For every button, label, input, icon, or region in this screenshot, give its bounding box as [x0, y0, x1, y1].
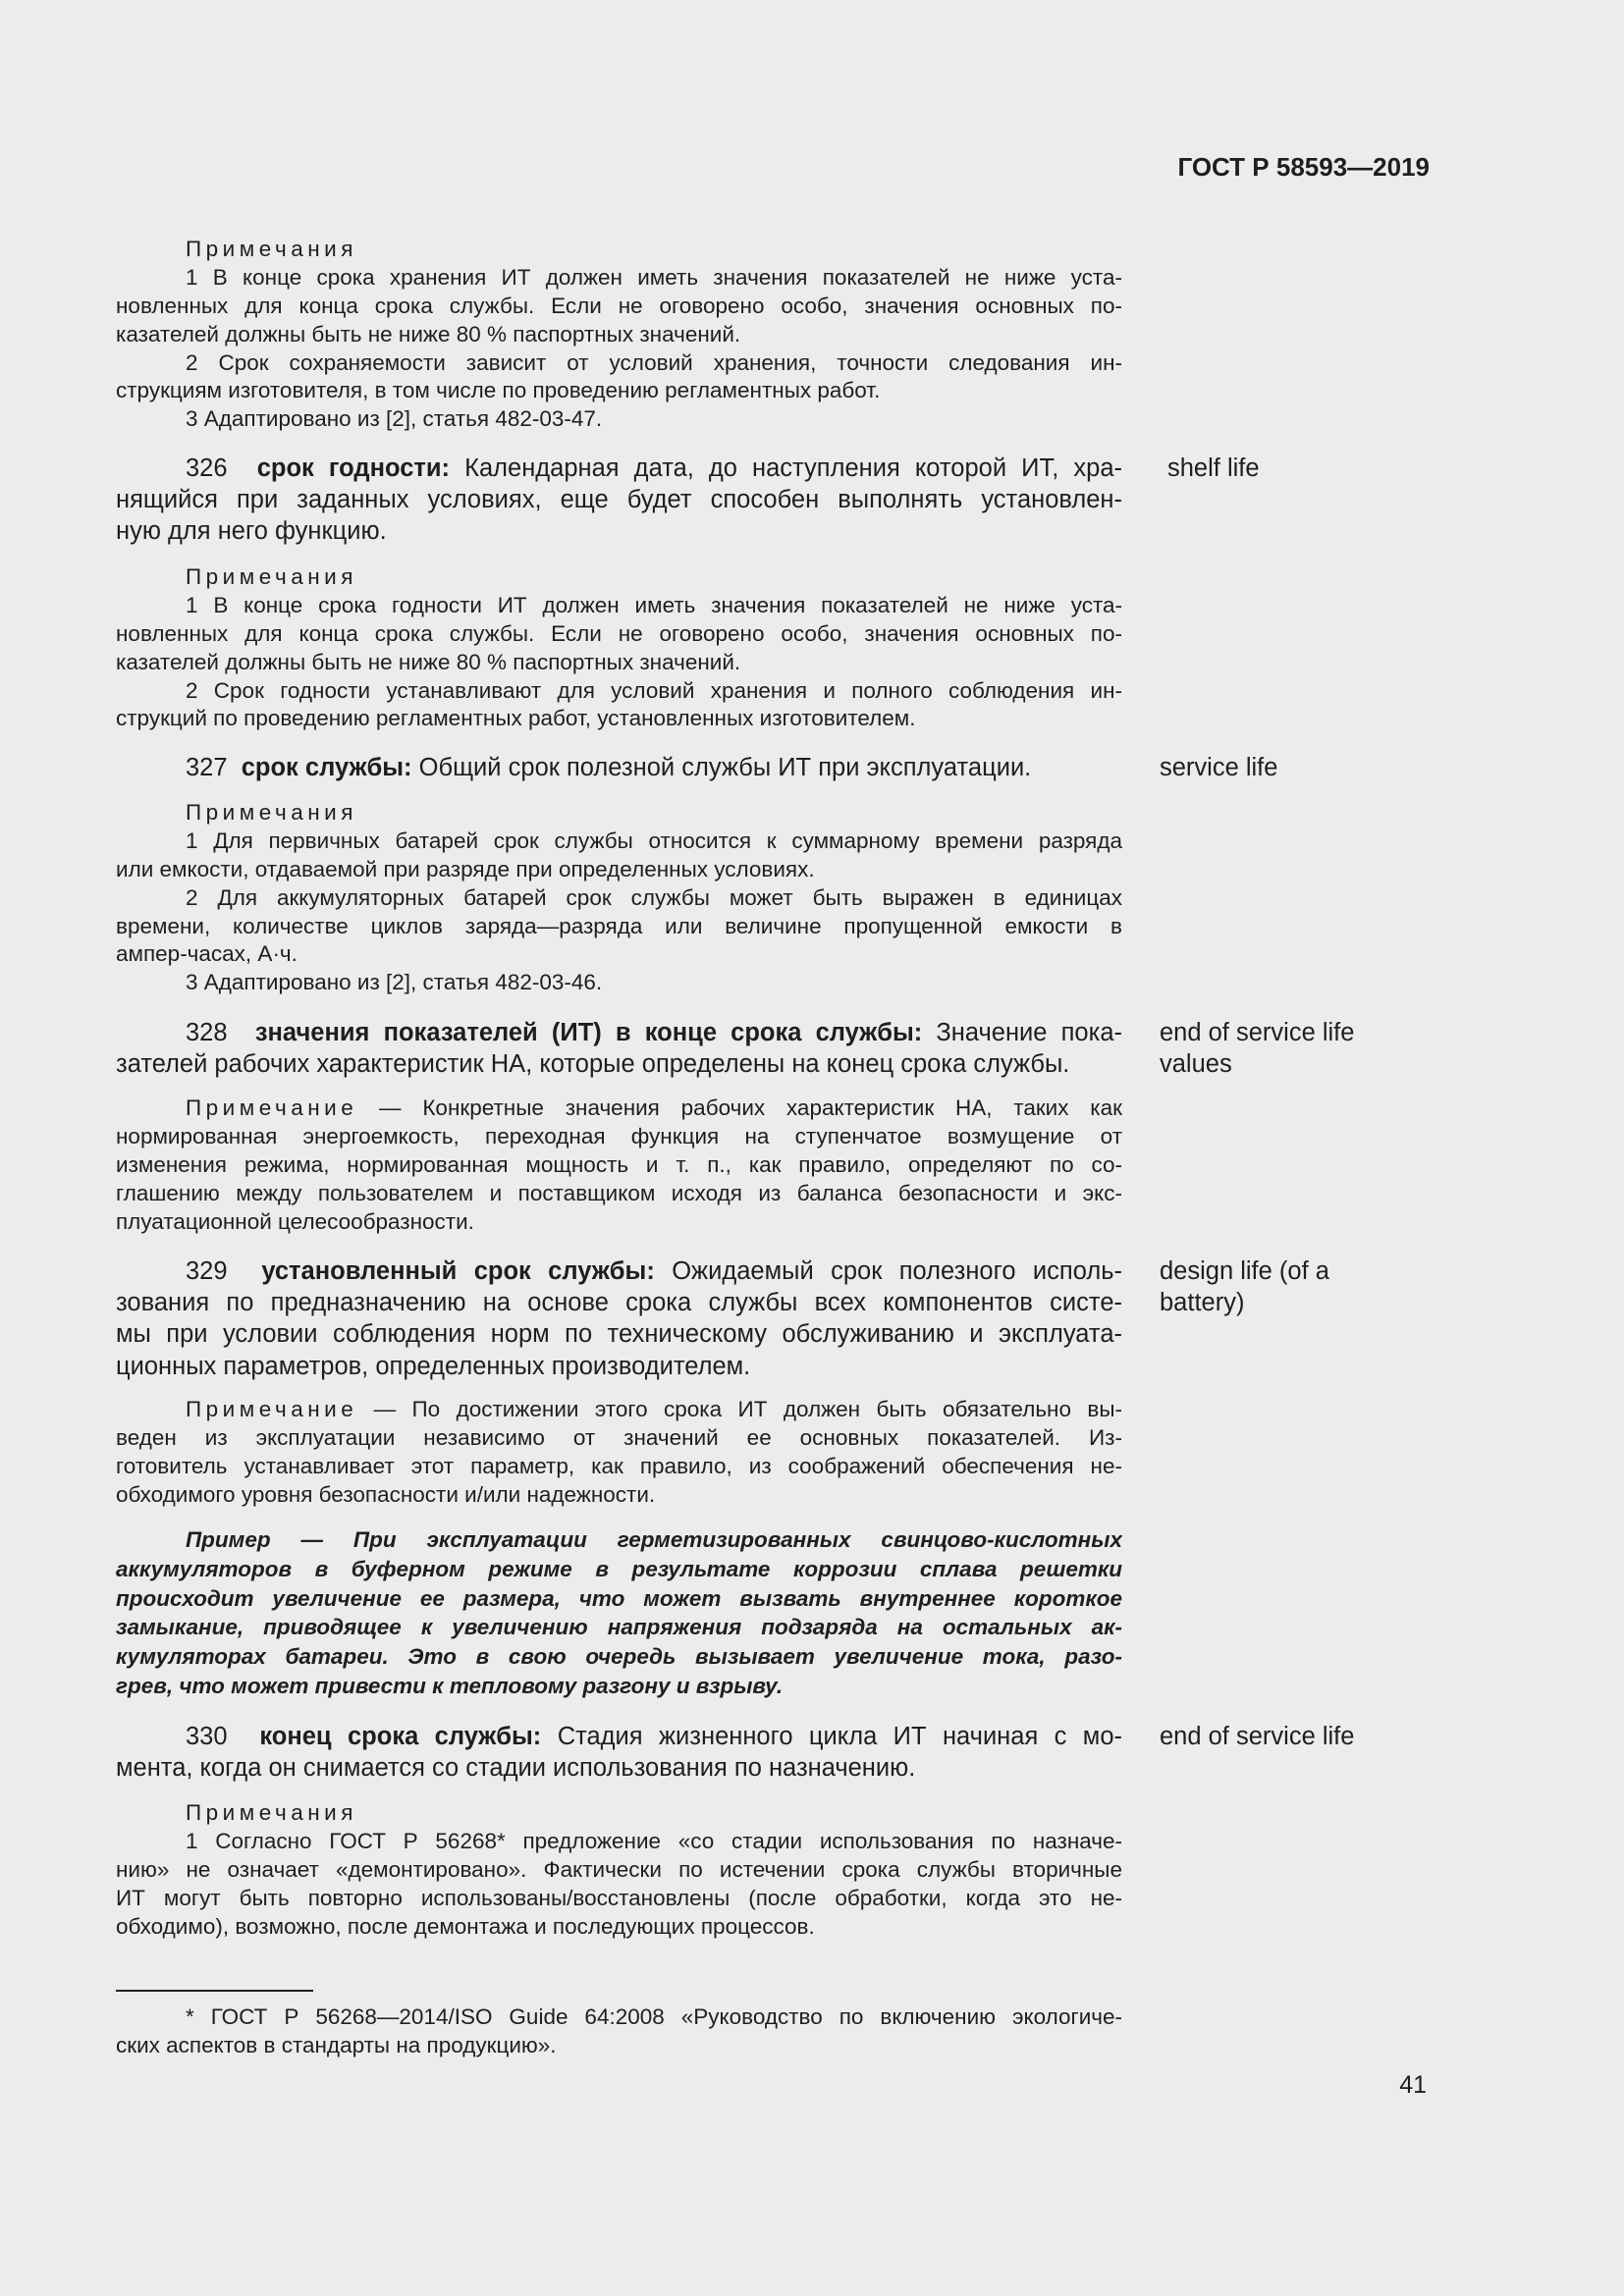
document-header: ГОСТ Р 58593—2019: [1177, 152, 1430, 182]
term-name: срок службы:: [241, 754, 412, 781]
term-number: 328: [186, 1019, 228, 1046]
notes-block: [116, 1095, 1122, 1236]
line-text: ских аспектов в стандарты на продукцию».: [116, 2032, 557, 2057]
term-definition: Ожидаемый срок полезного исполь-: [672, 1257, 1122, 1285]
line-text: 3 Адаптировано из [2], статья 482-03-46.: [186, 970, 603, 995]
note-label: Примечание: [186, 1095, 358, 1120]
line-text: нормированная энергоемкость, переходная функция на ступенчатое возмущение от: [116, 1123, 1122, 1148]
note-text: — Конкретные значения рабочих характеристик НА, таких как: [357, 1095, 1122, 1120]
text-line: [116, 349, 1122, 378]
line-text: готовитель устанавливает этот параметр, как правило, из соображений обеспечения не-: [116, 1453, 1122, 1478]
term-entry: [116, 1017, 1122, 1080]
text-line: [116, 1555, 1122, 1584]
line-text: новленных для конца срока службы. Если не оговорено особо, значения основных по-: [116, 293, 1122, 318]
page-number: 41: [1399, 2071, 1427, 2099]
text-line: [116, 1208, 1122, 1237]
term-number: 327: [186, 754, 228, 781]
term-name: значения показателей (ИТ) в конце срока службы:: [254, 1019, 923, 1046]
example-block: [116, 1525, 1122, 1701]
line-text: 1 Для первичных батарей срок службы относится к суммарному времени разряда: [186, 828, 1122, 853]
notes-heading: [116, 799, 1122, 828]
term-name: конец срока службы:: [259, 1723, 542, 1750]
line-text: нящийся при заданных условиях, еще будет способен выполнять установлен-: [116, 486, 1122, 514]
term-name: установленный срок службы:: [261, 1257, 655, 1285]
line-text: глашению между пользователем и поставщиком исходя из баланса безопасности и экс-: [116, 1180, 1122, 1205]
english-equivalent: end of service life: [1160, 1723, 1355, 1750]
text-line: [116, 1287, 1122, 1318]
term-definition: Стадия жизненного цикла ИТ начиная с мо-: [557, 1723, 1122, 1750]
line-text: зования по предназначению на основе срока службы всех компонентов систе-: [116, 1289, 1122, 1317]
text-line: [116, 1318, 1122, 1350]
text-line: [116, 1351, 1122, 1382]
line-text: новленных для конца срока службы. Если не оговорено особо, значения основных по-: [116, 620, 1122, 646]
text-line: [116, 620, 1122, 649]
notes-heading: [116, 563, 1122, 592]
english-equivalent: design life (of a battery): [1160, 1257, 1329, 1317]
text-line: [116, 1752, 1122, 1784]
line-text: 1 Согласно ГОСТ Р 56268* предложение «со стадии использования по назначе-: [186, 1828, 1122, 1853]
term-definition: Общий срок полезной службы ИТ при эксплуатации.: [418, 754, 1032, 781]
line-text: или емкости, отдаваемой при разряде при определенных условиях.: [116, 856, 815, 881]
notes-heading-text: Примечания: [186, 800, 357, 825]
text-line: [116, 1017, 1122, 1048]
term-number: 329: [186, 1257, 228, 1285]
text-line: [116, 705, 1122, 733]
text-line: [116, 1613, 1122, 1642]
text-line: [116, 1396, 1122, 1424]
line-text: нию» не означает «демонтировано». Фактически по истечении срока службы вторичные: [116, 1856, 1122, 1882]
line-text: плуатационной целесообразности.: [116, 1208, 474, 1234]
english-equivalent: end of service life values: [1160, 1019, 1355, 1079]
text-line: [116, 1828, 1122, 1856]
text-line: [116, 2032, 1122, 2060]
text-line: [116, 1255, 1122, 1287]
line-text: 1 В конце срока годности ИТ должен иметь значения показателей не ниже уста-: [186, 592, 1122, 617]
term-entry: [116, 1255, 1122, 1382]
line-text: мента, когда он снимается со стадии использования по назначению.: [116, 1754, 916, 1783]
note-label: Примечание: [186, 1397, 358, 1421]
text-line: [116, 264, 1122, 293]
line-text: ИТ могут быть повторно использованы/восстановлены (после обработки, когда это не-: [116, 1885, 1122, 1910]
line-text: обходимого уровня безопасности и/или надежности.: [116, 1481, 656, 1507]
text-line: [116, 677, 1122, 706]
text-line: [116, 1048, 1122, 1080]
text-line: [116, 752, 1122, 783]
term-definition: Значение пока-: [936, 1019, 1122, 1046]
line-text: струкций по проведению регламентных работ, установленных изготовителем.: [116, 706, 916, 731]
line-text: изменения режима, нормированная мощность и т. п., как правило, определяют по со-: [116, 1151, 1122, 1177]
text-line: [116, 1525, 1122, 1555]
text-line: [116, 2003, 1122, 2032]
line-text: зателей рабочих характеристик НА, которые определены на конец срока службы.: [116, 1050, 1070, 1079]
line-text: ампер-часах, А·ч.: [116, 941, 298, 967]
line-text: Пример — При эксплуатации герметизированных свинцово-кислотных: [186, 1527, 1122, 1552]
text-line: [116, 828, 1122, 856]
notes-heading-text: Примечания: [186, 237, 357, 261]
line-text: казателей должны быть не ниже 80 % паспортных значений.: [116, 649, 741, 674]
text-line: [116, 1913, 1122, 1942]
text-line: [116, 1481, 1122, 1510]
term-definition: Календарная дата, до наступления которой ИТ, хра-: [464, 454, 1122, 482]
notes-block: [116, 799, 1122, 997]
notes-block: [116, 1396, 1122, 1510]
line-text: ционных параметров, определенных производителем.: [116, 1352, 751, 1380]
line-text: казателей должны быть не ниже 80 % паспортных значений.: [116, 321, 741, 347]
text-line: [116, 1453, 1122, 1481]
text-line: [116, 1584, 1122, 1614]
text-line: [116, 1672, 1122, 1701]
text-line: [116, 293, 1122, 321]
text-line: [116, 940, 1122, 969]
text-line: [116, 484, 1122, 515]
line-text: * ГОСТ Р 56268—2014/ISO Guide 64:2008 «Руководство по включению экологиче-: [186, 2004, 1122, 2029]
line-text: 2 Срок сохраняемости зависит от условий хранения, точности следования ин-: [186, 349, 1122, 375]
term-number: 326: [186, 454, 228, 482]
line-text: грев, что может привести к тепловому разгону и взрыву.: [116, 1673, 784, 1698]
text-line: [116, 405, 1122, 434]
text-line: [116, 1424, 1122, 1453]
text-line: [116, 1642, 1122, 1672]
notes-heading-text: Примечания: [186, 564, 357, 589]
text-line: [116, 1856, 1122, 1885]
text-line: [116, 1095, 1122, 1123]
text-line: [116, 453, 1122, 484]
line-text: 2 Для аккумуляторных батарей срок службы может быть выражен в единицах: [186, 884, 1122, 910]
line-text: струкциям изготовителя, в том числе по проведению регламентных работ.: [116, 378, 881, 403]
notes-heading-text: Примечания: [186, 1800, 357, 1825]
text-line: [116, 913, 1122, 941]
term-name: срок годности:: [256, 454, 451, 482]
english-equivalent: shelf life: [1167, 454, 1260, 482]
footnote-rule: [116, 1990, 313, 1992]
line-text: 3 Адаптировано из [2], статья 482-03-47.: [186, 406, 603, 432]
text-line: [116, 1123, 1122, 1151]
line-text: 1 В конце срока хранения ИТ должен иметь значения показателей не ниже уста-: [186, 264, 1122, 290]
line-text: ную для него функцию.: [116, 517, 387, 546]
line-text: 2 Срок годности устанавливают для условий хранения и полного соблюдения ин-: [186, 677, 1122, 703]
line-text: времени, количестве циклов заряда—разряда или величине пропущенной емкости в: [116, 913, 1122, 938]
text-line: [116, 1151, 1122, 1180]
line-text: замыкание, приводящее к увеличению напряжения подзаряда на остальных ак-: [116, 1615, 1122, 1640]
text-line: [116, 1885, 1122, 1913]
term-entry: [116, 752, 1122, 783]
text-line: [116, 515, 1122, 547]
text-line: [116, 969, 1122, 997]
line-text: веден из эксплуатации независимо от значений ее основных показателей. Из-: [116, 1424, 1122, 1450]
notes-heading: [116, 236, 1122, 264]
text-line: [116, 856, 1122, 884]
english-equivalent: service life: [1160, 754, 1278, 781]
text-line: [116, 1180, 1122, 1208]
text-line: [116, 592, 1122, 620]
line-text: мы при условии соблюдения норм по техническому обслуживанию и эксплуата-: [116, 1320, 1122, 1349]
term-entry: [116, 453, 1122, 548]
line-text: обходимо), возможно, после демонтажа и последующих процессов.: [116, 1913, 815, 1939]
note-text: — По достижении этого срока ИТ должен быть обязательно вы-: [357, 1397, 1122, 1421]
term-entry: [116, 1721, 1122, 1784]
notes-heading: [116, 1799, 1122, 1828]
line-text: происходит увеличение ее размера, что может вызвать внутреннее короткое: [116, 1585, 1122, 1611]
footnote: [116, 2003, 1122, 2060]
term-number: 330: [186, 1723, 228, 1750]
text-line: [116, 884, 1122, 913]
line-text: кумуляторах батареи. Это в свою очередь вызывает увеличение тока, разо-: [116, 1644, 1122, 1670]
line-text: аккумуляторов в буферном режиме в результате коррозии сплава решетки: [116, 1556, 1122, 1581]
text-line: [116, 321, 1122, 349]
notes-block: [116, 563, 1122, 733]
notes-block: [116, 236, 1122, 434]
text-line: [116, 649, 1122, 677]
notes-block: [116, 1799, 1122, 1941]
text-line: [116, 1721, 1122, 1752]
text-line: [116, 377, 1122, 405]
